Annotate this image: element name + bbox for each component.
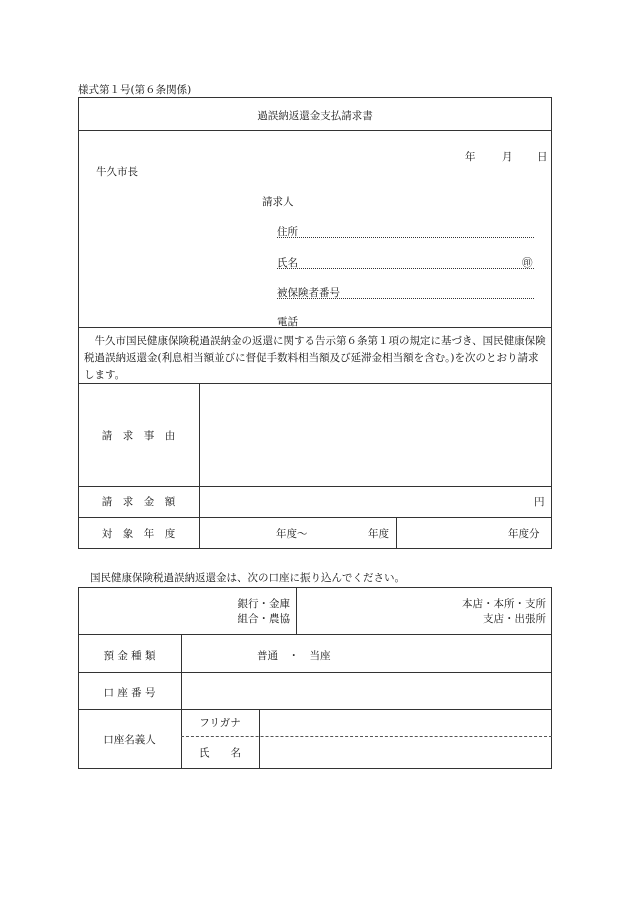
statement-divider (78, 327, 552, 328)
bank-types-line2[interactable]: 組合・農協 (237, 613, 290, 625)
holder-name-label: 氏 名 (199, 747, 241, 759)
reason-label: 請 求 事 由 (101, 430, 176, 442)
transfer-note: 国民健康保険税過誤納返還金は、次の口座に振り込んでください。 (90, 572, 405, 584)
holder-name-field[interactable] (260, 737, 551, 768)
date-month: 月 (502, 151, 513, 163)
date-year: 年 (465, 151, 476, 163)
bank-row-divider (78, 634, 552, 635)
fiscal-year-to[interactable]: 年度 (368, 528, 389, 540)
bank-branch-divider (296, 587, 297, 634)
deposit-type-options[interactable]: 普通 ・ 当座 (257, 650, 331, 662)
fiscal-year-divider (396, 517, 397, 549)
form-title: 過誤納返還金支払請求書 (257, 110, 373, 122)
amount-divider (78, 517, 552, 518)
address-field[interactable] (277, 237, 534, 238)
name-field[interactable] (277, 268, 534, 269)
furigana-label: フリガナ (199, 717, 241, 729)
form-number: 様式第１号(第６条関係) (78, 84, 192, 96)
amount-unit: 円 (534, 496, 545, 508)
fiscal-year-portion[interactable]: 年度分 (508, 528, 540, 540)
account-holder-label: 口座名義人 (103, 734, 156, 746)
account-number-label: 口 座 番 号 (103, 687, 156, 699)
insured-number-field[interactable] (277, 298, 534, 299)
furigana-field[interactable] (260, 710, 551, 735)
title-divider (78, 130, 552, 131)
insured-number-label: 被保険者番号 (277, 287, 340, 299)
claimant-label: 請求人 (262, 196, 294, 208)
date-day: 日 (537, 151, 548, 163)
phone-label: 電話 (277, 316, 298, 328)
addressee: 牛久市長 (96, 166, 138, 178)
branch-types-line2[interactable]: 支店・出張所 (483, 613, 546, 625)
branch-types-line1[interactable]: 本店・本所・支所 (462, 598, 546, 610)
deposit-type-label: 預 金 種 類 (103, 650, 156, 662)
statement-text: 牛久市国民健康保険税過誤納金の返還に関する告示第６条第１項の規定に基づき、国民健康保険税過誤納返還金(利息相当額並びに督促手数料相当額及び延滞金相当額を含む。)を次のとおり請求します。 (84, 335, 546, 381)
account-number-field[interactable] (182, 673, 551, 709)
fiscal-year-from[interactable]: 年度～ (276, 528, 308, 540)
fiscal-year-label: 対 象 年 度 (101, 528, 176, 540)
amount-label: 請 求 金 額 (101, 496, 176, 508)
seal-mark: ㊞ (522, 257, 533, 269)
amount-field[interactable] (200, 487, 551, 517)
address-label: 住所 (277, 226, 298, 238)
bank-types-line1[interactable]: 銀行・金庫 (237, 598, 290, 610)
name-label: 氏名 (277, 257, 298, 269)
reason-field[interactable] (200, 384, 551, 485)
